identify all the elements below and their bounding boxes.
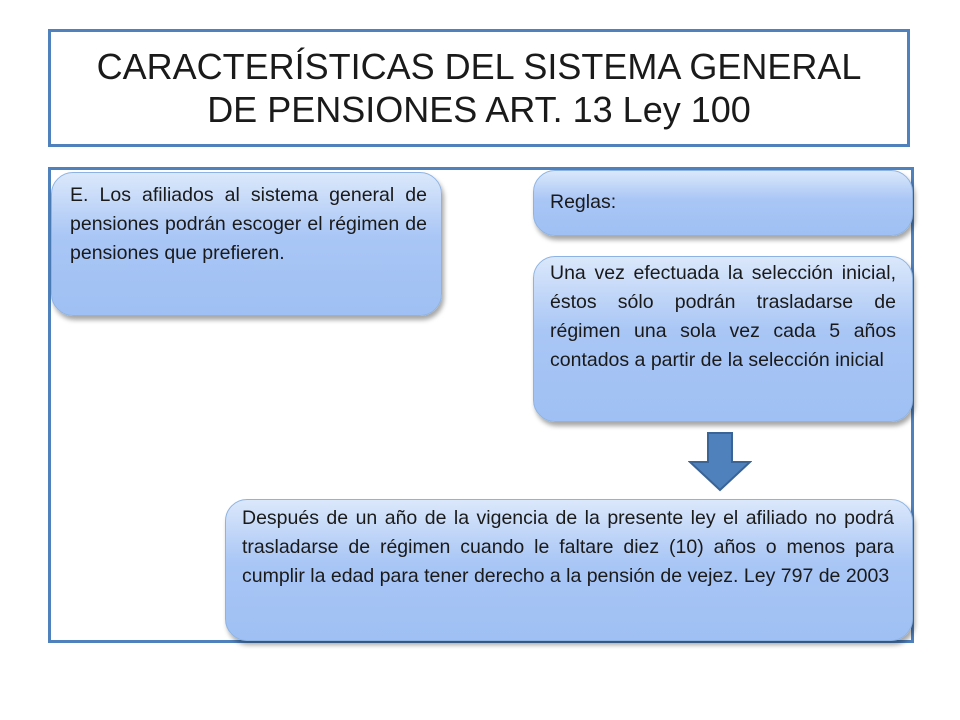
afiliados-box xyxy=(51,172,442,316)
down-arrow-icon xyxy=(688,432,752,492)
afiliados-text: E. Los afiliados al sistema general de pensiones podrán escoger el régimen de pensiones que prefieren. xyxy=(70,184,427,264)
title-box xyxy=(48,29,910,147)
slide-title: CARACTERÍSTICAS DEL SISTEMA GENERAL DE PENSIONES ART. 13 Ley 100 xyxy=(96,46,862,130)
reglas-box xyxy=(533,170,913,236)
seleccion-inicial-text: Una vez efectuada la selección inicial, éstos sólo podrán trasladarse de régimen una sola vez cada 5 años contados a partir de la selección inicial xyxy=(550,262,896,371)
despues-text: Después de un año de la vigencia de la presente ley el afiliado no podrá trasladarse de régimen cuando le faltare diez (10) años o menos para cumplir la edad para tener derecho a la pensión de vejez. Ley 797 de 2003 xyxy=(242,507,894,587)
despues-box xyxy=(225,499,913,641)
seleccion-inicial-box xyxy=(533,256,913,422)
reglas-text: Reglas: xyxy=(550,191,617,213)
